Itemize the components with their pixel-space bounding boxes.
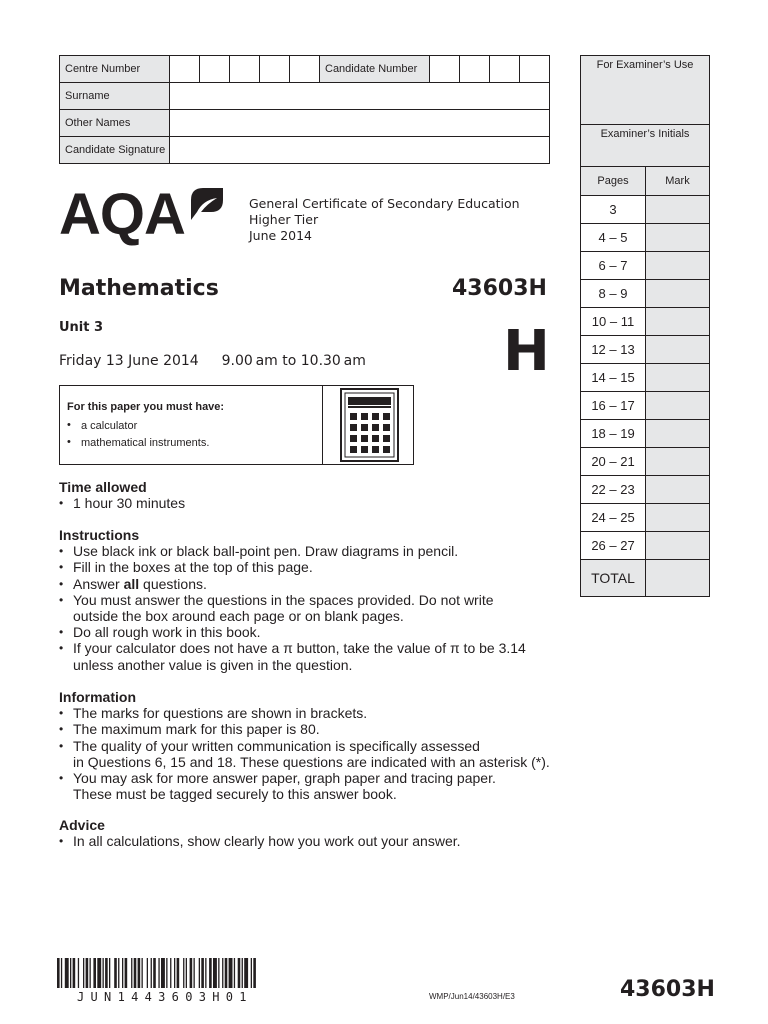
information-item: • The marks for questions are shown in brackets. [59, 705, 550, 721]
time-allowed-heading: Time allowed [59, 479, 147, 495]
pages-cell: 26 – 27 [581, 532, 646, 560]
barcode-bar [151, 958, 152, 988]
barcode-bar [222, 958, 223, 988]
barcode-bar [90, 958, 91, 988]
mark-cell [646, 308, 710, 336]
advice-section [59, 817, 461, 849]
mark-cell [646, 364, 710, 392]
centre-number-box[interactable] [290, 56, 320, 83]
barcode-bar [134, 958, 137, 988]
candidate-number-box[interactable] [460, 56, 490, 83]
marks-table [580, 166, 710, 597]
marks-row [581, 476, 710, 504]
tier-letter: H [503, 319, 550, 384]
instruction-item: • Use black ink or black ball-point pen. Draw diagrams in pencil. [59, 543, 526, 559]
mark-cell [646, 252, 710, 280]
pages-cell: 16 – 17 [581, 392, 646, 420]
barcode-bar [190, 958, 193, 988]
calculator-key [350, 435, 357, 442]
pages-cell: 14 – 15 [581, 364, 646, 392]
barcode-bar [174, 958, 175, 988]
barcode-bar [225, 958, 228, 988]
paper-code: 43603H [452, 276, 547, 301]
barcode-bar [158, 958, 159, 988]
barcode-text: JUN1443603H01 [77, 990, 253, 1004]
instruction-text: Answer [73, 575, 124, 592]
advice-item: • In all calculations, show clearly how you work out your answer. [59, 833, 461, 849]
centre-number-label: Centre Number [60, 56, 170, 83]
calculator-key [361, 424, 368, 431]
mark-cell [646, 420, 710, 448]
centre-number-box[interactable] [200, 56, 230, 83]
signature-field[interactable] [170, 137, 550, 164]
marks-row [581, 252, 710, 280]
barcode-bar [183, 958, 184, 988]
barcode-bar [83, 958, 84, 988]
barcode-bar [201, 958, 204, 988]
barcode-bar [161, 958, 165, 988]
calculator-key [383, 424, 390, 431]
barcode-bar [125, 958, 128, 988]
mark-cell [646, 280, 710, 308]
surname-field[interactable] [170, 83, 550, 110]
pages-cell: 10 – 11 [581, 308, 646, 336]
marks-row [581, 308, 710, 336]
barcode-bar [209, 958, 212, 988]
exam-day: Friday 13 June 2014 [59, 353, 199, 369]
instruction-item-continued: outside the box around each page or on blank pages. [73, 608, 404, 625]
mark-cell [646, 224, 710, 252]
instruction-text: questions. [139, 575, 207, 592]
mark-header: Mark [646, 167, 710, 196]
subject-title: Mathematics [59, 276, 219, 301]
barcode-bar [114, 958, 117, 988]
mark-cell [646, 476, 710, 504]
footer-paper-code: 43603H [620, 977, 715, 1002]
pages-cell: 12 – 13 [581, 336, 646, 364]
exam-time: 9.00 am to 10.30 am [221, 353, 366, 369]
barcode-bar [93, 958, 96, 988]
marks-row [581, 196, 710, 224]
pages-cell: 18 – 19 [581, 420, 646, 448]
candidate-number-box[interactable] [430, 56, 460, 83]
centre-number-box[interactable] [230, 56, 260, 83]
unit-label: Unit 3 [59, 320, 104, 335]
advice-heading: Advice [59, 817, 105, 833]
barcode-bar [142, 958, 143, 988]
surname-label: Surname [60, 83, 170, 110]
marks-row [581, 532, 710, 560]
pages-cell: 4 – 5 [581, 224, 646, 252]
calculator-key [361, 435, 368, 442]
requirements-heading: For this paper you must have: [67, 401, 225, 413]
mark-cell [646, 336, 710, 364]
barcode-bar [199, 958, 200, 988]
calculator-key [372, 435, 379, 442]
barcode-bar [73, 958, 76, 988]
barcode-bar [166, 958, 167, 988]
barcode-icon [57, 958, 323, 988]
signature-label: Candidate Signature [60, 137, 170, 164]
time-allowed-item: • 1 hour 30 minutes [59, 495, 185, 511]
examiner-panel [580, 55, 710, 597]
instructions-heading: Instructions [59, 527, 140, 543]
barcode-bar [61, 958, 62, 988]
barcode-bar [118, 958, 119, 988]
barcode-bar [186, 958, 187, 988]
calculator-panel [322, 385, 416, 465]
candidate-number-label: Candidate Number [320, 56, 430, 83]
examiner-use-title: For Examiner’s Use [580, 55, 710, 124]
barcode-bar [57, 958, 60, 988]
time-allowed-section [59, 479, 185, 511]
marks-row [581, 336, 710, 364]
mark-cell [646, 196, 710, 224]
barcode-bar [253, 958, 256, 988]
barcode-bar [147, 958, 148, 988]
aqa-logo-text: AQA [59, 182, 185, 247]
candidate-number-box[interactable] [520, 56, 550, 83]
calculator-key [372, 413, 379, 420]
calculator-key [372, 424, 379, 431]
calculator-key [383, 446, 390, 453]
calculator-key [372, 446, 379, 453]
barcode-bar [86, 958, 89, 988]
aqa-logo [59, 182, 185, 247]
mark-cell [646, 448, 710, 476]
marks-row [581, 392, 710, 420]
other-names-label: Other Names [60, 110, 170, 137]
calculator-icon [323, 385, 416, 465]
barcode-bar [78, 958, 79, 988]
total-label: TOTAL [581, 560, 646, 597]
instruction-item: • You must answer the questions in the spaces provided. Do not write [59, 592, 526, 608]
calculator-key [383, 413, 390, 420]
instruction-item: • Fill in the boxes at the top of this page. [59, 559, 526, 575]
barcode-bar [105, 958, 108, 988]
marks-row [581, 420, 710, 448]
barcode-bar [177, 958, 180, 988]
pages-cell: 6 – 7 [581, 252, 646, 280]
barcode-bar [97, 958, 101, 988]
instruction-emphasis: all [123, 575, 140, 592]
barcode-bar [122, 958, 123, 988]
exam-date [59, 353, 366, 369]
pages-cell: 3 [581, 196, 646, 224]
barcode-bar [238, 958, 241, 988]
reference-code: WMP/Jun14/43603H/E3 [429, 992, 515, 1001]
calculator-key [361, 446, 368, 453]
calculator-key [383, 435, 390, 442]
marks-row [581, 448, 710, 476]
barcode-bar [138, 958, 141, 988]
information-item: • You may ask for more answer paper, graph paper and tracing paper. [59, 770, 550, 786]
mark-cell [646, 504, 710, 532]
barcode-bar [251, 958, 252, 988]
total-mark-cell [646, 560, 710, 597]
marks-row [581, 280, 710, 308]
marks-row [581, 364, 710, 392]
barcode-bar [213, 958, 217, 988]
barcode-bar [70, 958, 71, 988]
centre-number-box[interactable] [170, 56, 200, 83]
requirements-box [59, 385, 414, 465]
calculator-key [350, 446, 357, 453]
instruction-item: • If your calculator does not have a π button, take the value of π to be 3.14 [59, 640, 526, 656]
information-item-continued: These must be tagged securely to this answer book. [73, 786, 397, 803]
barcode-bar [229, 958, 233, 988]
session-text: June 2014 [249, 228, 313, 243]
marks-row [581, 224, 710, 252]
pages-header: Pages [581, 167, 646, 196]
calculator-key [361, 413, 368, 420]
calculator-key [350, 424, 357, 431]
barcode-bar [103, 958, 104, 988]
instructions-section [59, 527, 526, 673]
candidate-details-table [59, 55, 550, 164]
information-item-continued: in Questions 6, 15 and 18. These questions are indicated with an asterisk (*). [73, 753, 550, 770]
other-names-field[interactable] [170, 110, 550, 137]
qualification-block [249, 196, 520, 244]
calculator-key [350, 413, 357, 420]
barcode-bar [131, 958, 132, 988]
pages-cell: 24 – 25 [581, 504, 646, 532]
barcode-bar [218, 958, 219, 988]
barcode-bar [244, 958, 248, 988]
barcode-bar [205, 958, 206, 988]
centre-number-box[interactable] [260, 56, 290, 83]
instruction-item [59, 576, 526, 592]
instruction-item: • Do all rough work in this book. [59, 624, 526, 640]
information-item: • The maximum mark for this paper is 80. [59, 721, 550, 737]
barcode-bar [194, 958, 195, 988]
requirement-item: • a calculator [67, 420, 224, 432]
barcode-bar [234, 958, 235, 988]
barcode-bar [109, 958, 110, 988]
tier-text: Higher Tier [249, 212, 319, 227]
qualification-text: General Certificate of Secondary Education [249, 196, 520, 211]
barcode-bar [170, 958, 171, 988]
pages-cell: 8 – 9 [581, 280, 646, 308]
leaf-icon [189, 186, 225, 222]
barcode-bar [242, 958, 243, 988]
information-item: • The quality of your written communication is specifically assessed [59, 738, 550, 754]
instruction-item-continued: unless another value is given in the question. [73, 656, 353, 673]
pages-cell: 20 – 21 [581, 448, 646, 476]
marks-row [581, 504, 710, 532]
candidate-number-box[interactable] [490, 56, 520, 83]
information-section [59, 689, 550, 802]
mark-cell [646, 392, 710, 420]
barcode-bar [153, 958, 156, 988]
barcode-bar [65, 958, 69, 988]
mark-cell [646, 532, 710, 560]
examiner-initials-label: Examiner’s Initials [580, 124, 710, 166]
pages-cell: 22 – 23 [581, 476, 646, 504]
information-heading: Information [59, 689, 136, 705]
requirement-item: • mathematical instruments. [67, 437, 224, 449]
